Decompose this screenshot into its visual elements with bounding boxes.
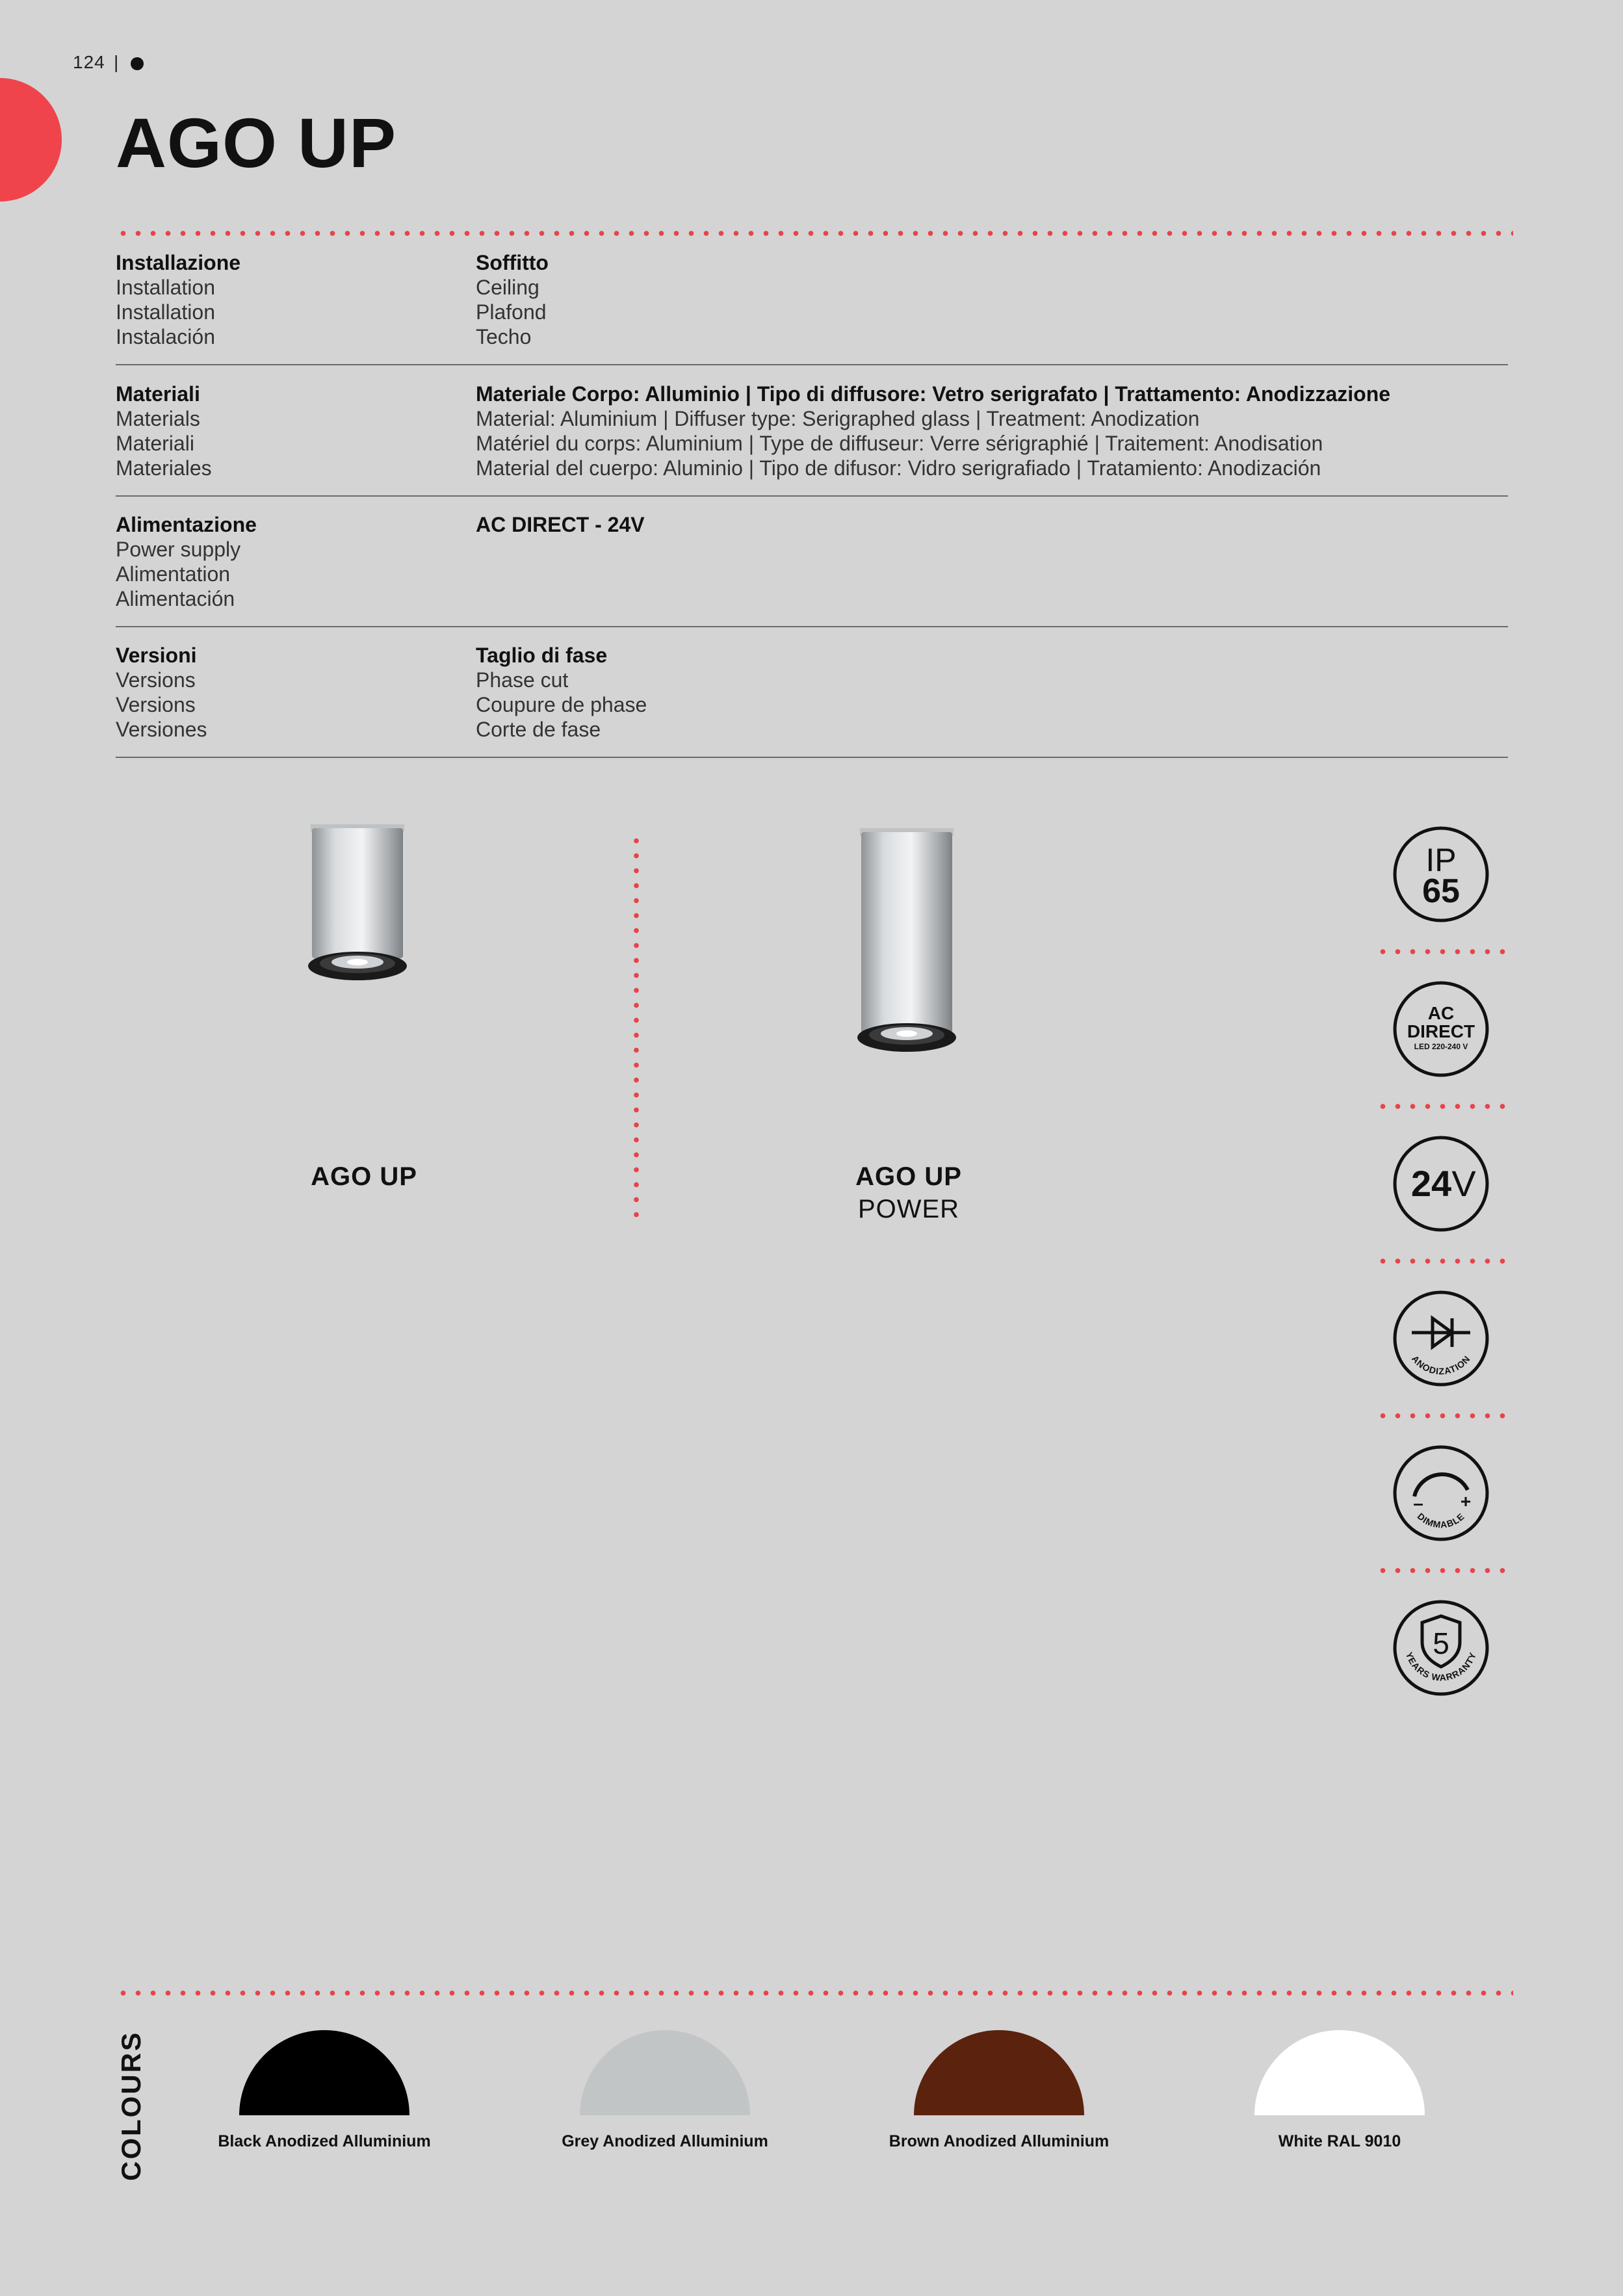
24v-icon bbox=[1392, 1135, 1490, 1233]
warranty-icon bbox=[1392, 1599, 1490, 1697]
anodization-label: ANODIZATION bbox=[1409, 1353, 1473, 1377]
spec-label: Installation bbox=[116, 300, 215, 324]
ip65-icon bbox=[1392, 826, 1490, 923]
anodization-icon bbox=[1392, 1290, 1490, 1387]
dimmable-label: DIMMABLE bbox=[1415, 1511, 1467, 1530]
product-subtitle: POWER bbox=[857, 1195, 960, 1223]
dotted-divider-top bbox=[116, 231, 1513, 236]
brand-circle bbox=[0, 78, 62, 202]
ac-line3: LED 220-240 V bbox=[1414, 1042, 1468, 1051]
swatch-label: Brown Anodized Alluminium bbox=[889, 2132, 1110, 2150]
spec-labels-materials bbox=[116, 382, 454, 480]
spec-value: Matériel du corps: Aluminium | Type de diffuseur: Verre sérigraphié | Traitement: Anodisation bbox=[476, 432, 1323, 455]
spec-value: Plafond bbox=[476, 300, 547, 324]
spec-value: Taglio di fase bbox=[476, 644, 608, 667]
spec-label: Alimentazione bbox=[116, 513, 257, 536]
row-divider bbox=[116, 364, 1508, 365]
voltage-number: 24 bbox=[1410, 1163, 1452, 1204]
spec-label: Materiales bbox=[116, 456, 212, 480]
ac-direct-icon bbox=[1392, 980, 1490, 1078]
spec-label: Versiones bbox=[116, 718, 207, 741]
row-divider bbox=[116, 495, 1508, 497]
voltage-unit: V bbox=[1451, 1163, 1476, 1204]
product-image-ago-up-power bbox=[842, 819, 972, 1066]
spec-label: Materials bbox=[116, 407, 200, 430]
spec-value: Materiale Corpo: Alluminio | Tipo di diffusore: Vetro serigrafato | Trattamento: Anodizzazione bbox=[476, 382, 1391, 406]
swatch-white bbox=[1254, 2030, 1425, 2115]
spec-labels-power bbox=[116, 512, 454, 611]
page-dot bbox=[131, 57, 144, 70]
spec-label: Versions bbox=[116, 668, 196, 692]
dimmable-icon bbox=[1392, 1444, 1490, 1542]
product-image-ago-up bbox=[292, 819, 422, 995]
dotted-divider-colours bbox=[116, 1990, 1513, 1996]
dotted-divider-badge bbox=[1375, 949, 1508, 954]
product-name: AGO UP bbox=[311, 1162, 417, 1191]
spec-label: Alimentation bbox=[116, 562, 231, 586]
spec-value: Soffitto bbox=[476, 251, 549, 274]
spec-value: Material del cuerpo: Aluminio | Tipo de difusor: Vidro serigrafiado | Tratamiento: Anodización bbox=[476, 456, 1321, 480]
row-divider bbox=[116, 626, 1508, 627]
svg-text:ANODIZATION bbox=[1410, 1353, 1472, 1376]
ip-value: 65 bbox=[1422, 872, 1460, 910]
row-divider bbox=[116, 757, 1508, 758]
ac-line2: DIRECT bbox=[1407, 1021, 1475, 1041]
spec-value: AC DIRECT - 24V bbox=[476, 513, 645, 536]
dotted-divider-products bbox=[634, 833, 639, 1220]
spec-label: Materiali bbox=[116, 432, 194, 455]
spec-label: Versioni bbox=[116, 644, 197, 667]
spec-value: Material: Aluminium | Diffuser type: Serigraphed glass | Treatment: Anodization bbox=[476, 407, 1200, 430]
swatch-label: White RAL 9010 bbox=[1278, 2132, 1401, 2150]
warranty-number: 5 bbox=[1433, 1626, 1449, 1660]
spec-labels-installation bbox=[116, 250, 454, 349]
spec-label: Versions bbox=[116, 693, 196, 716]
spec-value: Techo bbox=[476, 325, 532, 348]
product-name: AGO UP bbox=[855, 1162, 962, 1191]
spec-value: Phase cut bbox=[476, 668, 569, 692]
spec-label: Power supply bbox=[116, 538, 241, 561]
page-title: AGO UP bbox=[116, 103, 397, 182]
spec-value: Corte de fase bbox=[476, 718, 601, 741]
spec-value: Ceiling bbox=[476, 276, 539, 299]
warranty-label: YEARS WARRANTY bbox=[1403, 1650, 1479, 1683]
spec-label: Installazione bbox=[116, 251, 241, 274]
swatch-black bbox=[239, 2030, 409, 2115]
ip-label: IP bbox=[1425, 842, 1457, 878]
dimmable-minus: – bbox=[1413, 1493, 1423, 1513]
swatch-label: Grey Anodized Alluminium bbox=[562, 2132, 768, 2150]
spec-values-materials bbox=[476, 382, 1509, 480]
spec-values-power bbox=[476, 512, 1509, 537]
spec-values-versions bbox=[476, 643, 1509, 742]
dotted-divider-badge bbox=[1375, 1259, 1508, 1264]
page-number: 124 bbox=[73, 52, 105, 72]
spec-label: Installation bbox=[116, 276, 215, 299]
dotted-divider-badge bbox=[1375, 1568, 1508, 1573]
spec-label: Alimentación bbox=[116, 587, 235, 610]
spec-label: Materiali bbox=[116, 382, 200, 406]
dotted-divider-badge bbox=[1375, 1104, 1508, 1109]
spec-label: Instalación bbox=[116, 325, 215, 348]
ac-line1: AC bbox=[1427, 1003, 1455, 1023]
spec-labels-versions bbox=[116, 643, 454, 742]
swatch-brown bbox=[914, 2030, 1084, 2115]
colours-heading: COLOURS bbox=[116, 2031, 146, 2181]
swatch-label: Black Anodized Alluminium bbox=[218, 2132, 431, 2150]
dotted-divider-badge bbox=[1375, 1413, 1508, 1418]
svg-text:DIMMABLE bbox=[1416, 1511, 1467, 1530]
swatch-grey bbox=[580, 2030, 750, 2115]
page-separator: | bbox=[114, 52, 119, 72]
spec-value: Coupure de phase bbox=[476, 693, 647, 716]
spec-values-installation bbox=[476, 250, 1509, 349]
dimmable-plus: + bbox=[1460, 1491, 1472, 1511]
